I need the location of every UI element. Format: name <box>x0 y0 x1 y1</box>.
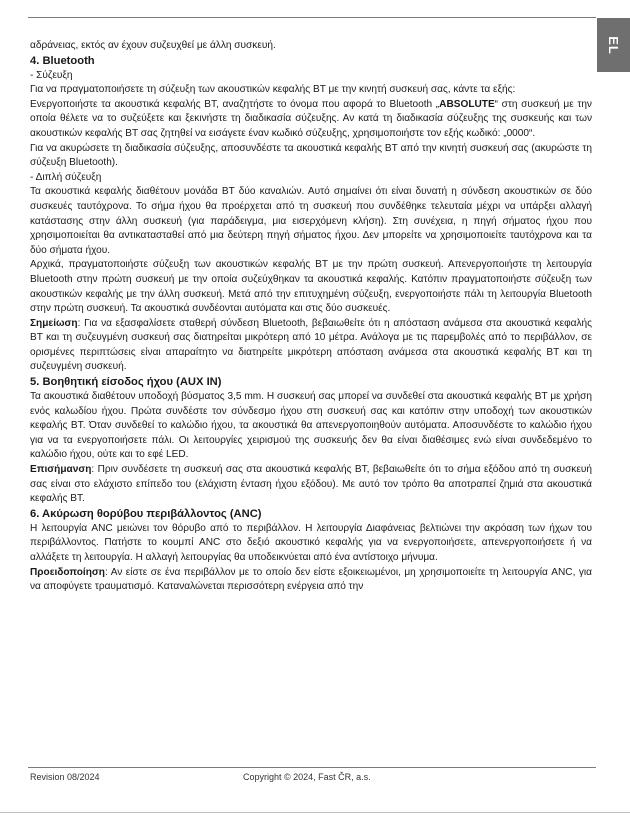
anc-paragraph: Η λειτουργία ANC μειώνει τον θόρυβο από το περιβάλλον. Η λειτουργία Διαφάνειας βελτιώνει την ακρόαση των ήχων του περιβάλλοντος. Πατήστε το κουμπί ANC στο δεξιό ακουστικό κεφαλής για να ενεργοποιήσετε, απενεργοποιήσετε ή να αλλάξετε τη λειτουργία. Η αλλαγή λειτουργίας θα υποδεικνύεται από ένα αντίστοιχο μήνυμα. <box>30 522 592 563</box>
notice-label: Επισήμανση <box>30 464 92 476</box>
dual-pairing-paragraph-1: Τα ακουστικά κεφαλής διαθέτουν μονάδα BT δύο καναλιών. Αυτό σημαίνει ότι είναι δυνατή η σύνδεση ακουστικών σε δύο συσκευές ταυτόχρονα. Το σήμα ήχου θα προέρχεται από τη συσκευή που συνδέθηκε τελευταία μέχρι να υπάρξει αλλαγή κατάστασης στην άλλη συσκευή (για παράδειγμα, μια εισερχόμενη κλήση). Στη συνέχεια, η πηγή σήματος ήχου που χρησιμοποιείται θα αντικατασταθεί από μια δεύτερη πηγή σήματος ήχου. Δεν μπορείτε να χρησιμοποιείτε ταυτόχρονα και τα δύο σήματα ήχου. <box>30 186 592 256</box>
language-tab <box>597 18 630 72</box>
note-text: : Για να εξασφαλίσετε σταθερή σύνδεση Bluetooth, βεβαιωθείτε ότι η απόσταση ανάμεσα στα ακουστικά κεφαλής BT και τη συζευγμένη συσκευή σας διατηρείται μικρότερη από 10 μέτρα. Ανάλογα με τις παρεμβολές από το περιβάλλον, σε ορισμένες περιπτώσεις είναι απαραίτητο να διατηρείτε μικρότερη απόσταση ανάμεσα στα ακουστικά κεφαλής BT και τη συζευγμένη συσκευή. <box>30 317 592 373</box>
pairing-paragraph-1: Για να πραγματοποιήσετε τη σύζευξη των ακουστικών κεφαλής BT με την κινητή συσκευή σας, κάντε τα εξής: <box>30 84 516 96</box>
top-divider <box>28 17 596 18</box>
warning-label: Προειδοποίηση <box>30 566 105 578</box>
pairing-paragraph-2 <box>30 98 592 142</box>
copyright-label: Copyright © 2024, Fast ČR, a.s. <box>243 772 371 782</box>
footer-divider <box>28 767 596 768</box>
bluetooth-device-name: ABSOLUTE <box>439 98 495 110</box>
notice-text: : Πριν συνδέσετε τη συσκευή σας στα ακουστικά κεφαλής BT, βεβαιωθείτε ότι το σήμα εξόδου από τη συσκευή σας είναι στο ελάχιστο επίπεδο του (ελάχιστη ένταση ήχου εξόδου). Με αυτό τον τρόπο θα αποτραπεί ζημιά στα ακουστικά κεφαλής BT. <box>30 464 592 505</box>
dual-pairing-paragraph-2: Αρχικά, πραγματοποιήστε σύζευξη των ακουστικών κεφαλής BT με την πρώτη συσκευή. Απενεργοποιήστε τη λειτουργία Bluetooth στην πρώτη συσκευή με την οποία συζεύχθηκαν τα ακουστικά κεφαλής. Κατόπιν πραγματοποιήστε σύζευξη των ακουστικών κεφαλής με την άλλη συσκευή. Μετά από την επιτυχημένη σύζευξη, ενεργοποιήστε πάλι τη λειτουργία Bluetooth στην πρώτη συσκευή. Τα ακουστικά συνδέονται αυτόματα και στις δύο συσκευές. <box>30 259 592 315</box>
dual-pairing-subheading: - Διπλή σύζευξη <box>30 171 102 183</box>
manual-body <box>30 39 592 595</box>
warning-text: : Αν είστε σε ένα περιβάλλον με το οποίο δεν είστε εξοικειωμένοι, μη χρησιμοποιείτε τη λειτουργία ANC, για να αποφύγετε τραυματισμό. Καταναλώνεται περισσότερη ενέργεια από την <box>30 566 592 593</box>
pairing-text-a: Ενεργοποιήστε τα ακουστικά κεφαλής BT, αναζητήστε το όνομα που αφορά το Bluetooth „ <box>30 98 440 110</box>
anc-warning <box>30 566 592 595</box>
bluetooth-note <box>30 317 592 375</box>
intro-line: αδράνειας, εκτός αν έχουν συζευχθεί με άλλη συσκευή. <box>30 40 276 51</box>
pairing-text-b: “ στη συσκευή με την οποία θέλετε να το συζεύξετε και ξεκινήστε τη διαδικασία σύζευξης. Αν κατά τη διαδικασία σύζευξης της συσκευής και των ακουστικών κεφαλής BT σας ζητηθεί να εισάγετε έναν κωδικό σύζευξης, χρησιμοποιήστε τον εξής κωδικό: „0000“. <box>30 98 592 139</box>
note-label: Σημείωση <box>30 317 78 329</box>
anc-heading: 6. Ακύρωση θορύβου περιβάλλοντος (ANC) <box>30 507 262 520</box>
aux-paragraph: Τα ακουστικά διαθέτουν υποδοχή βύσματος 3,5 mm. Η συσκευή σας μπορεί να συνδεθεί στα ακουστικά κεφαλής BT με χρήση ενός καλωδίου ήχου. Πρώτα συνδέστε τον σύνδεσμο ήχου στη συσκευή σας και κατόπιν στην υποδοχή των ακουστικών κεφαλής BT. Όταν συνδεθεί το καλώδιο ήχου, τα ακουστικά θα απενεργοποιηθούν αυτόματα. Αποσυνδέστε το καλώδιο ήχου για να τα ενεργοποιήσετε πάλι. Οι λειτουργίες χειρισμού της συσκευής δεν θα είναι διαθέσιμες ενώ είναι συνδεδεμένο το καλώδιο ήχου, ούτε και το εφέ LED. <box>30 391 592 461</box>
revision-label: Revision 08/2024 <box>30 772 100 782</box>
pairing-subheading: - Σύζευξη <box>30 69 73 81</box>
aux-notice <box>30 463 592 507</box>
language-code: EL <box>606 35 621 55</box>
page-edge <box>0 812 630 813</box>
pairing-paragraph-3: Για να ακυρώσετε τη διαδικασία σύζευξης, αποσυνδέστε τα ακουστικά κεφαλής BT από την κινητή συσκευή σας (ακυρώστε τη σύζευξη Bluetooth). <box>30 142 592 169</box>
bluetooth-heading: 4. Bluetooth <box>30 54 95 67</box>
aux-heading: 5. Βοηθητική είσοδος ήχου (AUX IN) <box>30 376 222 389</box>
